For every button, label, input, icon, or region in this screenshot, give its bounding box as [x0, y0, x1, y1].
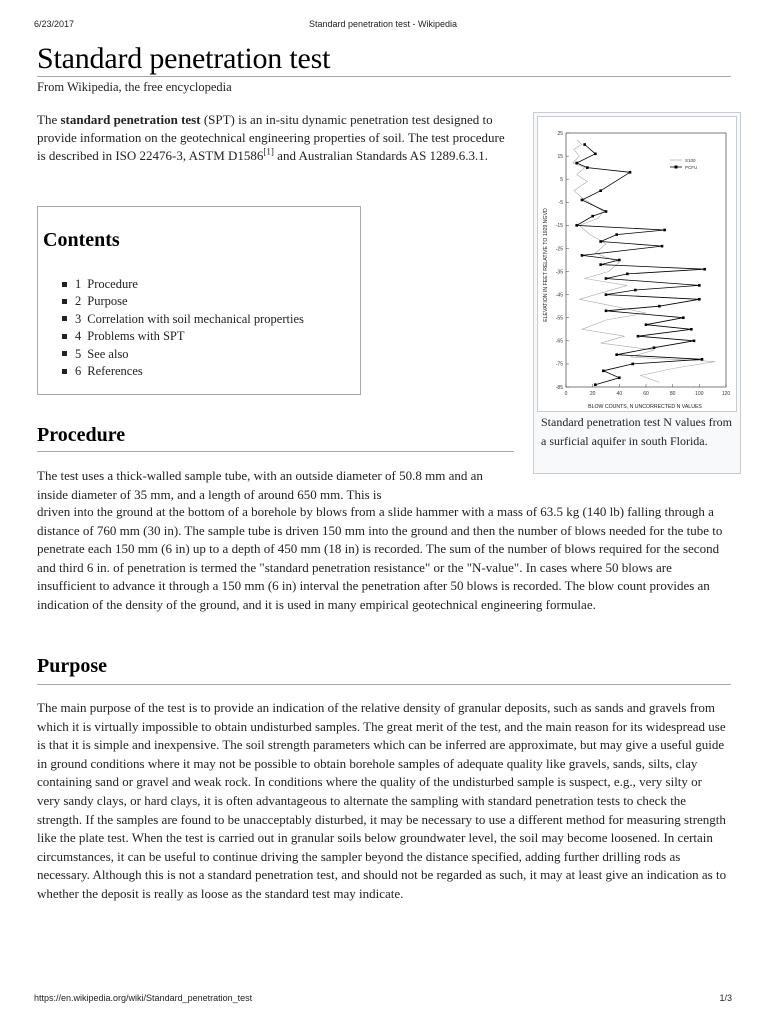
data-point [586, 166, 589, 169]
data-point [637, 335, 640, 338]
toc-item-label[interactable]: Problems with SPT [87, 329, 185, 344]
y-tick-label: -85 [555, 384, 563, 391]
data-point [615, 353, 618, 356]
data-point [626, 273, 629, 276]
article-title: Standard penetration test [37, 42, 331, 75]
table-of-contents [37, 206, 361, 395]
data-point [658, 305, 661, 308]
lead-end: and Australian Standards AS 1289.6.3.1. [273, 148, 489, 163]
bullet-icon [62, 316, 67, 321]
data-point [581, 199, 584, 202]
x-axis-label: BLOW COUNTS, N UNCORRECTED N VALUES [588, 404, 702, 410]
data-point [698, 298, 701, 301]
data-point [575, 224, 578, 227]
y-tick-label: -35 [555, 269, 563, 276]
y-tick-label: -15 [555, 223, 563, 230]
x-tick-label: 80 [669, 391, 676, 397]
data-point [605, 310, 608, 313]
section-heading-purpose: Purpose [37, 655, 107, 677]
y-axis-label: ELEVATION IN FEET RELATIVE TO 1929 NGVD [543, 208, 549, 322]
data-point [631, 363, 634, 366]
data-point [701, 358, 704, 361]
data-point [663, 229, 666, 232]
print-url: https://en.wikipedia.org/wiki/Standard_penetration_test [34, 993, 253, 1003]
print-date: 6/23/2017 [34, 19, 75, 29]
section-heading-procedure: Procedure [37, 424, 126, 446]
series-line-s100 [573, 140, 716, 383]
bullet-icon [62, 369, 67, 374]
lead-bold-term: standard penetration test [60, 112, 201, 127]
data-point [618, 376, 621, 379]
bullet-icon [62, 282, 67, 287]
figure-thumbnail [533, 112, 741, 474]
toc-item[interactable] [62, 328, 304, 345]
lead-intro: The [37, 112, 61, 127]
legend-pcfu-label: PCFU [685, 165, 698, 170]
print-page-title: Standard penetration test - Wikipedia [308, 19, 458, 29]
data-point [690, 328, 693, 331]
data-point [594, 152, 597, 155]
data-point [583, 143, 586, 146]
x-tick-label: 0 [564, 391, 568, 397]
x-tick-label: 60 [643, 391, 649, 397]
toc-item-number: 4 [75, 329, 82, 344]
data-point [599, 189, 602, 192]
data-point [615, 233, 618, 236]
bullet-icon [62, 351, 67, 356]
data-point [661, 245, 664, 248]
lead-body: (SPT) is an in-situ dynamic penetration test designed to provide information on the geotechnical engineering properties of soil. The test procedure is described in ISO 22476-3, ASTM D1586 [37, 112, 505, 163]
y-tick-label: -75 [555, 361, 563, 368]
toc-item[interactable] [62, 311, 304, 328]
data-point [618, 259, 621, 262]
toc-item-label[interactable]: See also [87, 346, 129, 361]
toc-item[interactable] [62, 363, 304, 380]
toc-item-label[interactable]: References [87, 364, 143, 379]
data-point [605, 293, 608, 296]
y-tick-label: 5 [560, 176, 563, 183]
procedure-divider [37, 451, 514, 452]
bullet-icon [62, 334, 67, 339]
x-tick-label: 100 [695, 391, 704, 397]
data-point [575, 162, 578, 165]
toc-item-label[interactable]: Procedure [87, 277, 138, 291]
toc-item[interactable] [62, 346, 304, 363]
y-tick-label: 25 [557, 130, 563, 137]
data-point [653, 346, 656, 349]
toc-item[interactable] [62, 276, 304, 293]
spt-chart [538, 117, 736, 411]
data-point [591, 215, 594, 218]
toc-list [62, 276, 304, 380]
data-point [605, 277, 608, 280]
x-tick-label: 40 [616, 391, 623, 397]
article-subtitle: From Wikipedia, the free encyclopedia [37, 80, 232, 94]
series-line-pcfu [577, 145, 705, 385]
data-point [599, 240, 602, 243]
toc-item-number: 6 [75, 364, 82, 379]
procedure-text-upper: The test uses a thick-walled sample tube, with an outside diameter of 50.8 mm and an inside diameter of 35 mm, and a length of around 650 mm. This is [37, 468, 483, 502]
purpose-divider [37, 684, 731, 685]
y-tick-label: -5 [558, 200, 563, 207]
legend-s100-label: S100 [685, 158, 696, 163]
x-tick-label: 120 [721, 391, 731, 397]
toc-item-number: 1 [75, 277, 82, 291]
chart-legend [670, 158, 697, 170]
data-point [605, 210, 608, 213]
chart-image[interactable] [537, 116, 737, 412]
y-tick-label: 15 [557, 153, 563, 160]
title-divider [37, 76, 731, 77]
data-point [698, 284, 701, 287]
procedure-text: driven into the ground at the bottom of a borehole by blows from a slide hammer with a mass of 63.5 kg (140 lb) falling through a distance of 760 mm (30 in). The sample tube is driven 150 mm into the ground and then the number of blows needed for the tube to penetrate each 150 mm (6 in) up to a depth of 450 mm (18 in) is recorded. The sum of the number of blows required for the second and third 6 in. of penetration is termed the "standard penetration resistance" or the "N-value". In cases where 50 blows are insufficient to advance it through a 150 mm (6 in) interval the penetration after 50 blows is recorded. The blow count provides an indication of the density of the ground, and it is used in many empirical geotechnical engineering formulae. [37, 504, 723, 612]
data-point [594, 383, 597, 386]
data-point [682, 316, 685, 319]
purpose-text: The main purpose of the test is to provide an indication of the relative density of granular deposits, such as sands and gravels from which it is virtually impossible to obtain undisturbed samples. The great merit of the test, and the main reason for its widespread use is that it is simple and inexpensive. The soil strength parameters which can be inferred are approximate, but may give a useful guide in ground conditions where it may not be possible to obtain borehole samples of adequate quality like gravels, sands, silts, clay containing sand or gravel and weak rock. In conditions where the quality of the undisturbed sample is suspect, e.g., very silty or very sandy clays, or hard clays, it is often advantageous to alternate the sampling with standard penetration tests to check the strength. If the samples are found to be unacceptably disturbed, it may be necessary to use a different method for measuring strength like the plate test. When the test is carried out in granular soils below groundwater level, the soil may become loosened. In certain circumstances, it can be useful to continue driving the sampler beyond the distance specified, adding further drilling rods as necessary. Although this is not a standard penetration test, and should not be regarded as such, it may at least give an indication as to whether the deposit is really as loose as the standard test may indicate. [37, 700, 727, 901]
toc-item[interactable] [62, 293, 304, 310]
data-point [645, 323, 648, 326]
toc-item-number: 2 [75, 294, 82, 309]
toc-item-label[interactable]: Purpose [87, 294, 128, 309]
reference-link[interactable]: [1] [263, 146, 274, 157]
x-tick-label: 20 [589, 391, 596, 397]
data-point [693, 340, 696, 343]
browser-print-footer [34, 993, 732, 1005]
toc-item-number: 5 [75, 346, 82, 361]
y-tick-label: -65 [555, 338, 563, 345]
data-point [581, 254, 584, 257]
data-point [629, 171, 632, 174]
toc-title: Contents [43, 229, 120, 251]
legend-pcfu-marker [675, 166, 678, 169]
browser-print-header [34, 19, 732, 31]
y-tick-label: -45 [555, 292, 563, 299]
toc-item-label[interactable]: Correlation with soil mechanical properties [87, 311, 304, 326]
data-point [602, 370, 605, 373]
print-page-number: 1/3 [719, 993, 732, 1003]
data-point [599, 263, 602, 266]
data-point [703, 268, 706, 271]
y-tick-label: -55 [555, 315, 563, 322]
lead-paragraph [37, 111, 515, 165]
figure-caption: Standard penetration test N values from a surficial aquifer in south Florida. [541, 415, 732, 448]
y-tick-label: -25 [555, 246, 563, 253]
bullet-icon [62, 299, 67, 304]
data-point [634, 289, 637, 292]
toc-item-number: 3 [75, 311, 82, 326]
